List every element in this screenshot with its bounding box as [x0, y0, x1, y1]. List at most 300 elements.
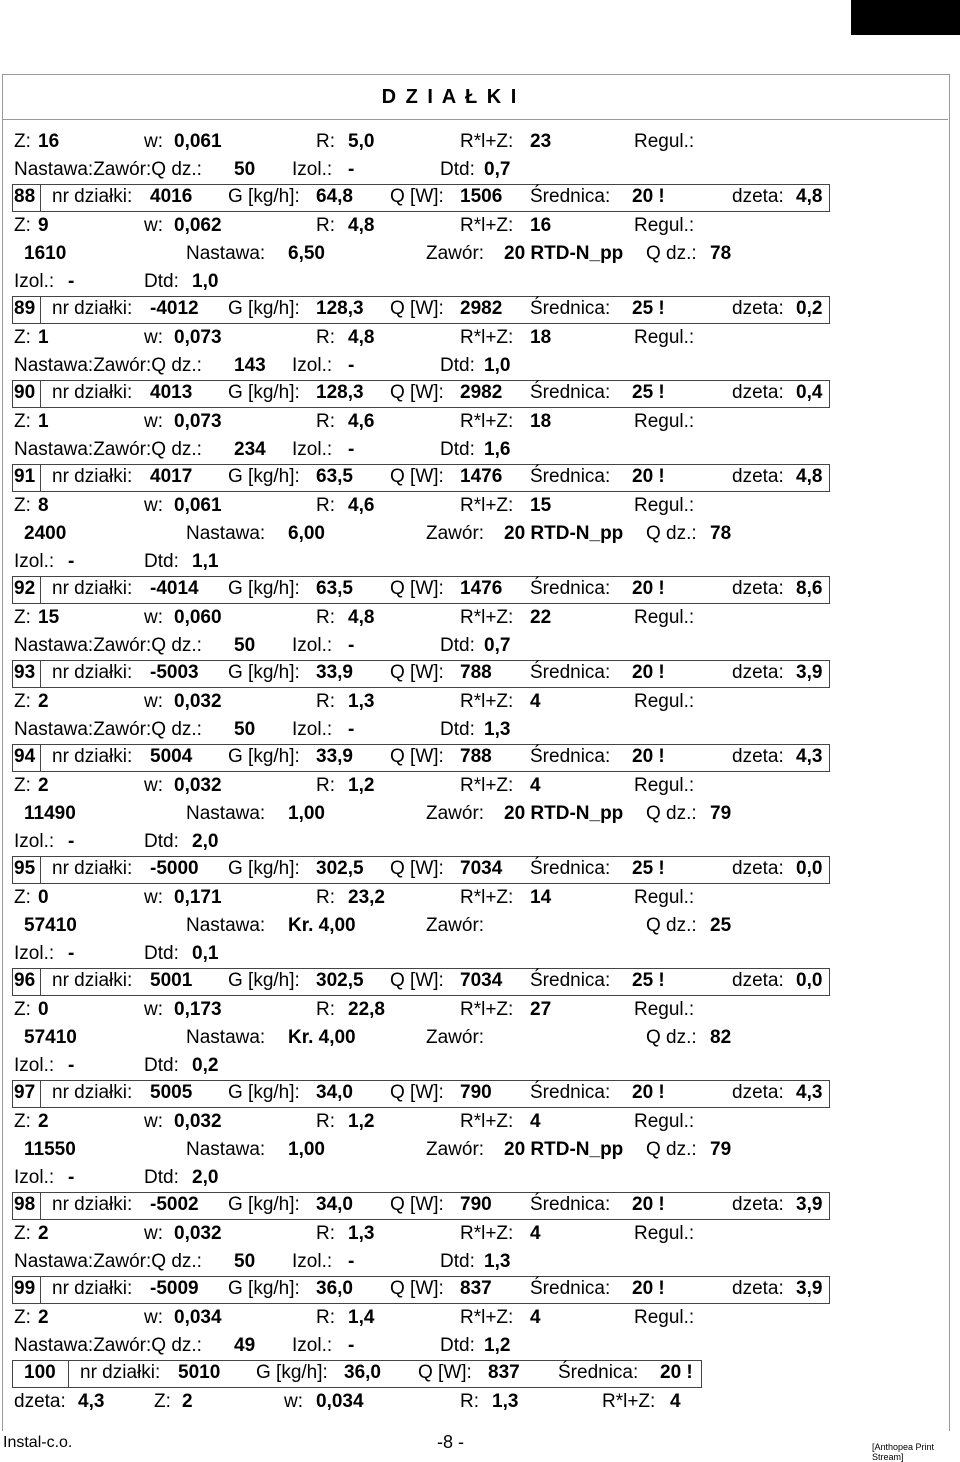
- q-value: 7034: [460, 970, 503, 991]
- nr-value: 5010: [178, 1362, 221, 1383]
- q-label: Q [W]:: [390, 1194, 444, 1215]
- setting-value: 11550: [24, 1139, 76, 1160]
- nr-label: nr działki:: [52, 858, 133, 879]
- zawor-value: 20 RTD-N_pp: [504, 1139, 624, 1160]
- z-label: Z:: [14, 327, 31, 348]
- rlz-label: R*l+Z:: [460, 607, 514, 628]
- plot-number: 97: [14, 1082, 36, 1103]
- g-label: G [kg/h]:: [228, 382, 300, 403]
- r-value: 4,6: [348, 411, 375, 432]
- q-value: 2982: [460, 298, 503, 319]
- r-label: R:: [316, 1111, 335, 1132]
- dzeta-value: 3,9: [796, 1278, 823, 1299]
- q-label: Q [W]:: [390, 746, 444, 767]
- r-label: R:: [460, 1391, 479, 1412]
- srednica-value: 20 !: [632, 1194, 665, 1215]
- dtd-label: Dtd:: [440, 719, 475, 740]
- nr-label: nr działki:: [52, 1194, 133, 1215]
- r-label: R:: [316, 775, 335, 796]
- w-label: w:: [144, 411, 163, 432]
- g-label: G [kg/h]:: [228, 970, 300, 991]
- srednica-label: Średnica:: [530, 186, 611, 207]
- plot-number: 94: [14, 746, 36, 767]
- nr-value: 5001: [150, 970, 193, 991]
- rlz-label: R*l+Z:: [460, 411, 514, 432]
- w-label: w:: [144, 327, 163, 348]
- izol-value: -: [68, 1055, 75, 1076]
- z-value: 8: [38, 495, 49, 516]
- izol-value: -: [68, 551, 75, 572]
- z-value: 9: [38, 215, 49, 236]
- regul-label: Regul.:: [634, 691, 695, 712]
- g-value: 36,0: [344, 1362, 381, 1383]
- dzeta-label: dzeta:: [732, 578, 784, 599]
- rlz-value: 14: [530, 887, 552, 908]
- srednica-label: Średnica:: [530, 466, 611, 487]
- izol-label: Izol.:: [292, 355, 333, 376]
- nastawa-label: Nastawa:: [186, 803, 266, 824]
- g-value: 34,0: [316, 1194, 353, 1215]
- q-value: 790: [460, 1194, 492, 1215]
- dzeta-label: dzeta:: [732, 662, 784, 683]
- nr-value: -5009: [150, 1278, 199, 1299]
- srednica-label: Średnica:: [530, 578, 611, 599]
- z-value: 2: [38, 1307, 49, 1328]
- rlz-label: R*l+Z:: [460, 1223, 514, 1244]
- nastawa-value: 6,00: [288, 523, 325, 544]
- rlz-value: 4: [530, 1307, 541, 1328]
- dzeta-value: 4,3: [796, 746, 823, 767]
- rlz-value: 22: [530, 607, 552, 628]
- zawor-label: Zawór:: [426, 915, 485, 936]
- dtd-value: 1,1: [192, 551, 219, 572]
- r-value: 22,8: [348, 999, 385, 1020]
- g-value: 302,5: [316, 858, 364, 879]
- z-value: 1: [38, 411, 49, 432]
- nr-value: 4013: [150, 382, 193, 403]
- r-value: 1,2: [348, 1111, 375, 1132]
- rlz-label: R*l+Z:: [460, 495, 514, 516]
- setting-value: 1610: [24, 243, 67, 264]
- plot-number: 91: [14, 466, 36, 487]
- q-label: Q [W]:: [390, 578, 444, 599]
- zawor-value: 20 RTD-N_pp: [504, 523, 624, 544]
- qdz-value: 50: [234, 635, 256, 656]
- setting-value: 11490: [24, 803, 76, 824]
- qdz-value: 78: [710, 243, 732, 264]
- rlz-label: R*l+Z:: [460, 887, 514, 908]
- srednica-value: 25 !: [632, 858, 665, 879]
- nr-value: -4014: [150, 578, 199, 599]
- w-value: 0,060: [174, 607, 222, 628]
- w-label: w:: [144, 607, 163, 628]
- regul-label: Regul.:: [634, 411, 695, 432]
- w-value: 0,073: [174, 411, 222, 432]
- q-value: 1476: [460, 466, 503, 487]
- nr-value: 5004: [150, 746, 193, 767]
- izol-label: Izol.:: [14, 1167, 55, 1188]
- dzeta-value: 3,9: [796, 1194, 823, 1215]
- z-label: Z:: [14, 411, 31, 432]
- q-label: Q [W]:: [390, 662, 444, 683]
- q-label: Q [W]:: [390, 858, 444, 879]
- q-value: 788: [460, 746, 492, 767]
- dzeta-label: dzeta:: [732, 382, 784, 403]
- plot-number: 88: [14, 186, 36, 207]
- r-label: R:: [316, 215, 335, 236]
- zawor-label: Zawór:: [426, 243, 485, 264]
- srednica-label: Średnica:: [530, 746, 611, 767]
- rlz-value: 18: [530, 411, 552, 432]
- r-label: R:: [316, 495, 335, 516]
- srednica-value: 25 !: [632, 970, 665, 991]
- dtd-label: Dtd:: [440, 635, 475, 656]
- w-label: w:: [144, 215, 163, 236]
- qdz-label: Q dz.:: [646, 523, 697, 544]
- nastawa-zawor-qdz-label: Nastawa:Zawór:Q dz.:: [14, 1251, 202, 1272]
- dtd-label: Dtd:: [440, 1251, 475, 1272]
- dzeta-value: 4,3: [78, 1391, 105, 1412]
- nr-label: nr działki:: [52, 466, 133, 487]
- q-label: Q [W]:: [390, 1082, 444, 1103]
- g-label: G [kg/h]:: [228, 746, 300, 767]
- srednica-value: 20 !: [632, 466, 665, 487]
- z-value: 2: [182, 1391, 193, 1412]
- g-label: G [kg/h]:: [228, 1278, 300, 1299]
- plot-number: 99: [14, 1278, 36, 1299]
- srednica-label: Średnica:: [558, 1362, 639, 1383]
- nr-label: nr działki:: [52, 298, 133, 319]
- w-value: 0,032: [174, 775, 222, 796]
- q-value: 2982: [460, 382, 503, 403]
- srednica-label: Średnica:: [530, 858, 611, 879]
- nastawa-value: 1,00: [288, 803, 325, 824]
- z-value: 0: [38, 887, 49, 908]
- footer-company: Instal-c.o.: [3, 1434, 73, 1451]
- izol-label: Izol.:: [292, 439, 333, 460]
- rlz-label: R*l+Z:: [460, 131, 514, 152]
- nastawa-zawor-qdz-label: Nastawa:Zawór:Q dz.:: [14, 719, 202, 740]
- nastawa-zawor-qdz-label: Nastawa:Zawór:Q dz.:: [14, 1335, 202, 1356]
- zawor-label: Zawór:: [426, 1027, 485, 1048]
- r-label: R:: [316, 999, 335, 1020]
- dzeta-value: 0,2: [796, 298, 823, 319]
- srednica-value: 20 !: [632, 1082, 665, 1103]
- dtd-value: 2,0: [192, 831, 219, 852]
- z-label: Z:: [14, 215, 31, 236]
- z-value: 2: [38, 691, 49, 712]
- q-value: 837: [460, 1278, 492, 1299]
- w-label: w:: [144, 775, 163, 796]
- izol-label: Izol.:: [292, 635, 333, 656]
- r-label: R:: [316, 1307, 335, 1328]
- q-label: Q [W]:: [390, 186, 444, 207]
- izol-label: Izol.:: [14, 1055, 55, 1076]
- q-value: 1506: [460, 186, 503, 207]
- izol-value: -: [68, 943, 75, 964]
- qdz-value: 50: [234, 719, 256, 740]
- rlz-label: R*l+Z:: [460, 691, 514, 712]
- zawor-label: Zawór:: [426, 1139, 485, 1160]
- z-label: Z:: [14, 775, 31, 796]
- z-label: Z:: [14, 1307, 31, 1328]
- w-value: 0,034: [316, 1391, 364, 1412]
- srednica-label: Średnica:: [530, 1278, 611, 1299]
- z-label: Z:: [14, 887, 31, 908]
- izol-label: Izol.:: [14, 943, 55, 964]
- izol-label: Izol.:: [14, 271, 55, 292]
- black-corner-block: [851, 0, 960, 35]
- nr-value: 5005: [150, 1082, 193, 1103]
- izol-value: -: [348, 1251, 355, 1272]
- rlz-value: 16: [530, 215, 552, 236]
- z-label: Z:: [14, 131, 31, 152]
- regul-label: Regul.:: [634, 327, 695, 348]
- srednica-label: Średnica:: [530, 1082, 611, 1103]
- regul-label: Regul.:: [634, 1111, 695, 1132]
- dzeta-value: 4,8: [796, 186, 823, 207]
- dtd-value: 1,3: [484, 1251, 511, 1272]
- r-value: 4,6: [348, 495, 375, 516]
- zawor-label: Zawór:: [426, 523, 485, 544]
- z-label: Z:: [14, 495, 31, 516]
- z-value: 16: [38, 131, 60, 152]
- nastawa-label: Nastawa:: [186, 523, 266, 544]
- srednica-value: 20 !: [632, 662, 665, 683]
- dzeta-label: dzeta:: [732, 1194, 784, 1215]
- dtd-value: 1,6: [484, 439, 511, 460]
- nr-label: nr działki:: [52, 662, 133, 683]
- setting-value: 2400: [24, 523, 67, 544]
- dzeta-value: 0,0: [796, 858, 823, 879]
- izol-value: -: [348, 635, 355, 656]
- g-value: 36,0: [316, 1278, 353, 1299]
- page-title: D Z I A Ł K I: [381, 86, 519, 108]
- regul-label: Regul.:: [634, 607, 695, 628]
- r-value: 1,3: [348, 1223, 375, 1244]
- regul-label: Regul.:: [634, 215, 695, 236]
- w-label: w:: [284, 1391, 303, 1412]
- nr-value: -4012: [150, 298, 199, 319]
- nastawa-zawor-qdz-label: Nastawa:Zawór:Q dz.:: [14, 635, 202, 656]
- dtd-label: Dtd:: [144, 271, 179, 292]
- r-label: R:: [316, 1223, 335, 1244]
- nastawa-label: Nastawa:: [186, 1027, 266, 1048]
- z-label: Z:: [14, 691, 31, 712]
- srednica-value: 25 !: [632, 298, 665, 319]
- setting-value: 57410: [24, 1027, 77, 1048]
- nr-label: nr działki:: [52, 1278, 133, 1299]
- w-value: 0,032: [174, 1111, 222, 1132]
- nr-value: -5003: [150, 662, 199, 683]
- r-value: 1,2: [348, 775, 375, 796]
- r-value: 1,4: [348, 1307, 375, 1328]
- dtd-value: 0,2: [192, 1055, 219, 1076]
- g-label: G [kg/h]:: [228, 466, 300, 487]
- dtd-label: Dtd:: [144, 831, 179, 852]
- nr-value: -5002: [150, 1194, 199, 1215]
- nastawa-label: Nastawa:: [186, 1139, 266, 1160]
- z-value: 2: [38, 1223, 49, 1244]
- r-value: 4,8: [348, 215, 375, 236]
- g-value: 63,5: [316, 466, 353, 487]
- qdz-value: 50: [234, 1251, 256, 1272]
- dzeta-value: 4,8: [796, 466, 823, 487]
- plot-number: 95: [14, 858, 36, 879]
- dzeta-label: dzeta:: [732, 186, 784, 207]
- dtd-label: Dtd:: [144, 1167, 179, 1188]
- w-value: 0,032: [174, 691, 222, 712]
- dtd-value: 1,3: [484, 719, 511, 740]
- qdz-value: 79: [710, 803, 732, 824]
- plot-number: 89: [14, 298, 36, 319]
- rlz-value: 4: [530, 1111, 541, 1132]
- q-label: Q [W]:: [390, 382, 444, 403]
- w-label: w:: [144, 691, 163, 712]
- izol-label: Izol.:: [292, 1251, 333, 1272]
- nastawa-zawor-qdz-label: Nastawa:Zawór:Q dz.:: [14, 355, 202, 376]
- q-label: Q [W]:: [390, 298, 444, 319]
- g-label: G [kg/h]:: [256, 1362, 328, 1383]
- plot-number: 93: [14, 662, 36, 683]
- plot-number: 96: [14, 970, 36, 991]
- zawor-value: 20 RTD-N_pp: [504, 243, 624, 264]
- w-value: 0,173: [174, 999, 222, 1020]
- srednica-label: Średnica:: [530, 298, 611, 319]
- z-value: 2: [38, 1111, 49, 1132]
- z-value: 2: [38, 775, 49, 796]
- qdz-label: Q dz.:: [646, 1027, 697, 1048]
- g-label: G [kg/h]:: [228, 1194, 300, 1215]
- izol-label: Izol.:: [292, 159, 333, 180]
- srednica-label: Średnica:: [530, 382, 611, 403]
- setting-value: 57410: [24, 915, 77, 936]
- page-number: -8 -: [437, 1432, 464, 1452]
- qdz-value: 50: [234, 159, 256, 180]
- footer-source: [Anthopea Print Stream]: [872, 1442, 935, 1462]
- w-value: 0,073: [174, 327, 222, 348]
- regul-label: Regul.:: [634, 1223, 695, 1244]
- srednica-value: 20 !: [632, 578, 665, 599]
- g-label: G [kg/h]:: [228, 186, 300, 207]
- srednica-value: 20 !: [632, 1278, 665, 1299]
- nr-value: 4017: [150, 466, 193, 487]
- nr-label: nr działki:: [52, 578, 133, 599]
- zawor-value: 20 RTD-N_pp: [504, 803, 624, 824]
- rlz-label: R*l+Z:: [460, 1307, 514, 1328]
- dzeta-value: 0,0: [796, 970, 823, 991]
- srednica-value: 25 !: [632, 382, 665, 403]
- r-label: R:: [316, 691, 335, 712]
- izol-value: -: [68, 271, 75, 292]
- qdz-label: Q dz.:: [646, 803, 697, 824]
- rlz-label: R*l+Z:: [460, 1111, 514, 1132]
- r-label: R:: [316, 607, 335, 628]
- plot-number: 98: [14, 1194, 36, 1215]
- rlz-label: R*l+Z:: [460, 215, 514, 236]
- rlz-label: R*l+Z:: [602, 1391, 656, 1412]
- r-label: R:: [316, 131, 335, 152]
- w-value: 0,061: [174, 495, 222, 516]
- g-label: G [kg/h]:: [228, 578, 300, 599]
- rlz-label: R*l+Z:: [460, 327, 514, 348]
- z-value: 0: [38, 999, 49, 1020]
- dzeta-value: 3,9: [796, 662, 823, 683]
- regul-label: Regul.:: [634, 1307, 695, 1328]
- izol-value: -: [348, 355, 355, 376]
- g-value: 34,0: [316, 1082, 353, 1103]
- w-label: w:: [144, 495, 163, 516]
- dtd-value: 0,7: [484, 159, 511, 180]
- r-value: 1,3: [348, 691, 375, 712]
- dzeta-value: 4,3: [796, 1082, 823, 1103]
- nastawa-value: Kr. 4,00: [288, 1027, 356, 1048]
- w-value: 0,171: [174, 887, 222, 908]
- dtd-value: 1,0: [484, 355, 511, 376]
- srednica-label: Średnica:: [530, 1194, 611, 1215]
- qdz-value: 234: [234, 439, 266, 460]
- z-label: Z:: [14, 1111, 31, 1132]
- srednica-label: Średnica:: [530, 970, 611, 991]
- rlz-value: 23: [530, 131, 552, 152]
- rlz-value: 27: [530, 999, 552, 1020]
- dzeta-label: dzeta:: [732, 466, 784, 487]
- plot-number: 92: [14, 578, 36, 599]
- g-value: 128,3: [316, 382, 364, 403]
- rlz-value: 4: [530, 1223, 541, 1244]
- nr-value: -5000: [150, 858, 199, 879]
- qdz-label: Q dz.:: [646, 243, 697, 264]
- qdz-value: 25: [710, 915, 732, 936]
- r-value: 4,8: [348, 327, 375, 348]
- q-label: Q [W]:: [418, 1362, 472, 1383]
- dtd-value: 2,0: [192, 1167, 219, 1188]
- g-value: 302,5: [316, 970, 364, 991]
- r-value: 23,2: [348, 887, 385, 908]
- rlz-label: R*l+Z:: [460, 999, 514, 1020]
- q-value: 1476: [460, 578, 503, 599]
- izol-label: Izol.:: [14, 831, 55, 852]
- nastawa-value: 1,00: [288, 1139, 325, 1160]
- srednica-value: 20 !: [632, 186, 665, 207]
- plot-number: 100: [24, 1362, 56, 1383]
- plot-number: 90: [14, 382, 36, 403]
- r-label: R:: [316, 327, 335, 348]
- w-label: w:: [144, 1111, 163, 1132]
- w-value: 0,032: [174, 1223, 222, 1244]
- srednica-value: 20 !: [632, 746, 665, 767]
- qdz-label: Q dz.:: [646, 915, 697, 936]
- r-value: 1,3: [492, 1391, 519, 1412]
- q-value: 7034: [460, 858, 503, 879]
- izol-value: -: [68, 1167, 75, 1188]
- r-label: R:: [316, 887, 335, 908]
- z-value: 1: [38, 327, 49, 348]
- nastawa-label: Nastawa:: [186, 915, 266, 936]
- q-label: Q [W]:: [390, 466, 444, 487]
- qdz-value: 79: [710, 1139, 732, 1160]
- z-label: Z:: [14, 999, 31, 1020]
- g-value: 63,5: [316, 578, 353, 599]
- rlz-value: 4: [670, 1391, 681, 1412]
- dtd-value: 1,0: [192, 271, 219, 292]
- regul-label: Regul.:: [634, 775, 695, 796]
- q-label: Q [W]:: [390, 1278, 444, 1299]
- nr-value: 4016: [150, 186, 193, 207]
- g-value: 33,9: [316, 746, 353, 767]
- r-value: 5,0: [348, 131, 375, 152]
- z-label: Z:: [14, 607, 31, 628]
